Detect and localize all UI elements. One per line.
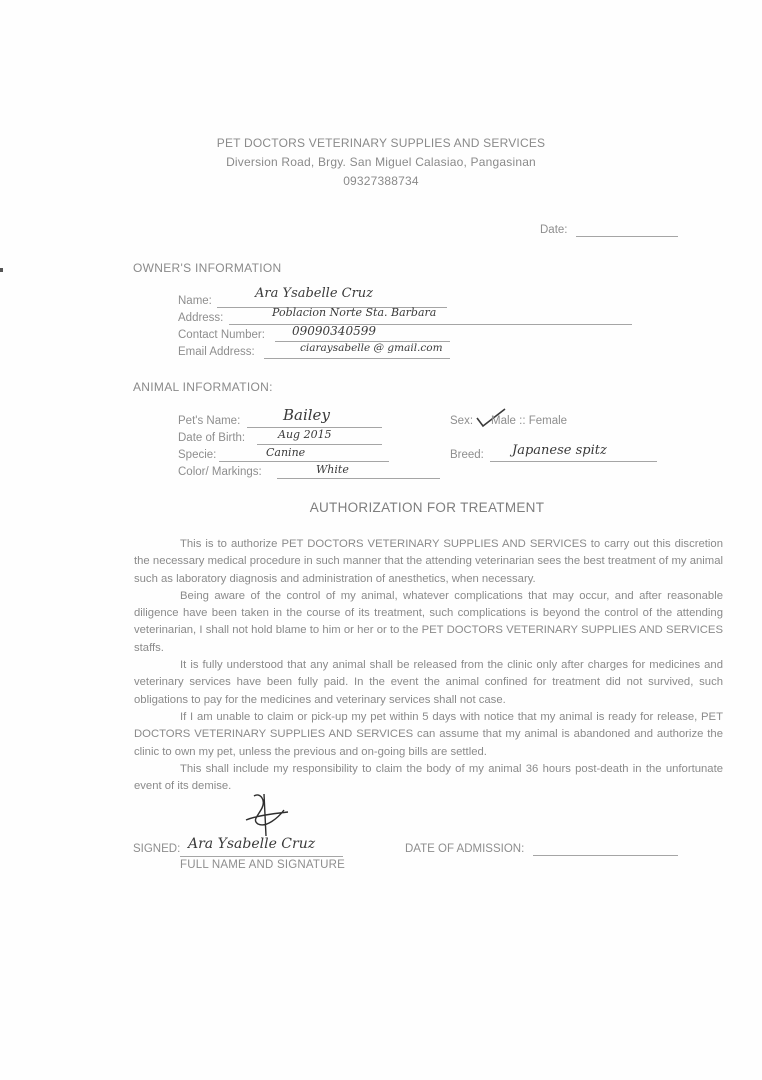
- paragraph-authorize: This is to authorize PET DOCTORS VETERINARY SUPPLIES AND SERVICES to carry out this discretion the necessary medical procedure in such manner that the attending veterinarian sees the best treatment of my animal such as laboratory diagnosis and administration of anesthetics, when necessary.: [134, 538, 723, 585]
- paragraph-complications: Being aware of the control of my animal, whatever complications that may occur, and after reasonable diligence have been taken in the course of its treatment, such complications is beyond the control of the attending veterinarian, I shall not hold blame to him or her or to the PET DOCTORS VETERINARY SUPPLIES AND SERVICES staffs.: [134, 589, 723, 654]
- company-name: PET DOCTORS VETERINARY SUPPLIES AND SERVICES: [216, 136, 546, 150]
- sex-label: Sex:: [450, 415, 474, 427]
- specie-line: [219, 461, 389, 462]
- breed-value: Japanese spitz: [512, 443, 607, 458]
- dob-label: Date of Birth:: [178, 432, 246, 444]
- address-line: [229, 324, 632, 325]
- admission-label: DATE OF ADMISSION:: [405, 843, 525, 855]
- date-label: Date:: [540, 224, 568, 236]
- paragraph-demise: This shall include my responsibility to claim the body of my animal 36 hours post-death in the unfortunate event of its demise.: [134, 762, 723, 793]
- signature-mark: [236, 790, 296, 842]
- company-address: Diversion Road, Brgy. San Miguel Calasiao, Pangasinan: [226, 155, 536, 169]
- sex-options: Male :: Female: [491, 415, 568, 427]
- company-phone: 09327388734: [343, 174, 419, 188]
- breed-line: [490, 461, 657, 462]
- owner-section-title: OWNER'S INFORMATION: [133, 261, 282, 275]
- paragraph-release: It is fully understood that any animal shall be released from the clinic only after charges for medicines and veterinary services have been fully paid. In the event the animal confined for treatment did not survived, such obligations to pay for the medicines and veterinary services shall not case.: [134, 659, 723, 706]
- signature-caption: FULL NAME AND SIGNATURE: [180, 859, 345, 871]
- signature-line: [180, 856, 343, 857]
- contact-value: 09090340599: [292, 324, 376, 338]
- paragraph-abandon: If I am unable to claim or pick-up my pet within 5 days with notice that my animal is ready for release, PET DOCTORS VETERINARY SUPPLIES AND SERVICES can assume that my animal is abandoned and authorize the clinic to own my pet, unless the previous and on-going bills are settled.: [134, 710, 723, 758]
- email-label: Email Address:: [178, 346, 255, 358]
- specie-label: Specie:: [178, 449, 217, 461]
- authorization-body: [134, 536, 723, 795]
- animal-section-title: ANIMAL INFORMATION:: [133, 380, 273, 394]
- pet-name-label: Pet's Name:: [178, 415, 241, 427]
- dob-value: Aug 2015: [278, 428, 332, 441]
- date-line: [576, 236, 678, 237]
- dob-line: [257, 444, 382, 445]
- address-value: Poblacion Norte Sta. Barbara: [272, 306, 437, 319]
- contact-label: Contact Number:: [178, 329, 265, 341]
- color-label: Color/ Markings:: [178, 466, 262, 478]
- name-label: Name:: [178, 295, 212, 307]
- color-value: White: [316, 463, 349, 476]
- admission-line: [533, 855, 678, 856]
- breed-label: Breed:: [450, 449, 484, 461]
- authorization-title: AUTHORIZATION FOR TREATMENT: [309, 500, 545, 515]
- signed-value: Ara Ysabelle Cruz: [188, 836, 316, 852]
- name-value: Ara Ysabelle Cruz: [255, 286, 374, 301]
- signed-label: SIGNED:: [133, 843, 181, 855]
- pet-name-value: Bailey: [283, 406, 330, 424]
- scan-mark: [0, 268, 3, 272]
- email-value: ciaraysabelle @ gmail.com: [300, 342, 443, 354]
- color-line: [277, 478, 440, 479]
- address-label: Address:: [178, 312, 224, 324]
- specie-value: Canine: [266, 446, 306, 459]
- email-line: [264, 358, 450, 359]
